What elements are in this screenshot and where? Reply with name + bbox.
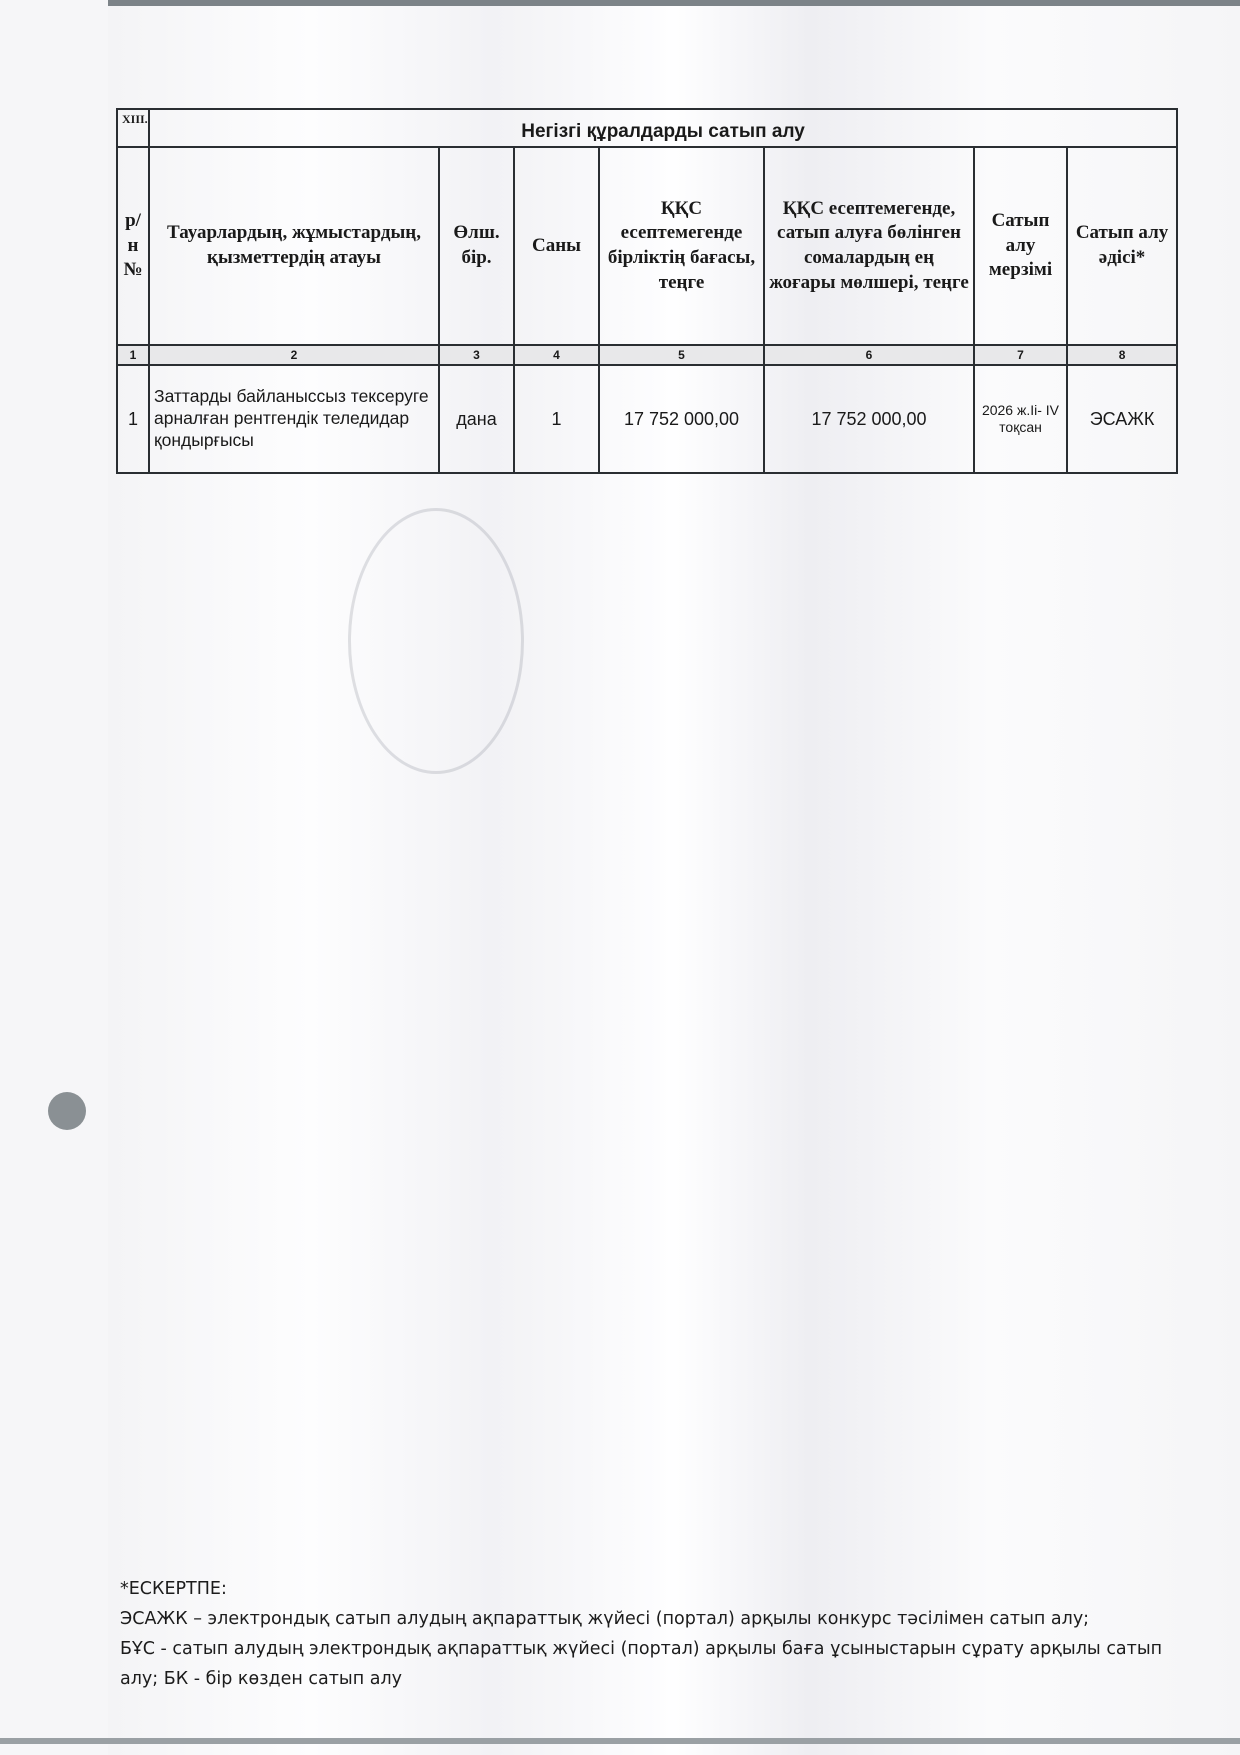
footnote-heading: *ЕСКЕРТПЕ: — [120, 1579, 227, 1599]
index-cell: 7 — [974, 345, 1067, 365]
header-row — [117, 147, 1177, 345]
index-cell: 4 — [514, 345, 599, 365]
index-cell: 2 — [149, 345, 439, 365]
header-unit: Өлш. бір. — [439, 147, 514, 345]
footnote — [120, 1574, 1163, 1694]
index-row — [117, 345, 1177, 365]
row-unit: дана — [439, 365, 514, 473]
header-method: Сатып алу әдісі* — [1067, 147, 1177, 345]
row-term: 2026 ж.Ii- IV тоқсан — [974, 365, 1067, 473]
index-cell: 5 — [599, 345, 764, 365]
header-no: р/н № — [117, 147, 149, 345]
row-unit-price: 17 752 000,00 — [599, 365, 764, 473]
faded-stamp — [348, 508, 524, 774]
header-name: Тауарлардың, жұмыстардың, қызметтердің атауы — [149, 147, 439, 345]
table-row — [117, 365, 1177, 473]
header-qty: Саны — [514, 147, 599, 345]
row-name: Заттарды байланыссыз тексеруге арналған рентгендік теледидар қондырғысы — [149, 365, 439, 473]
section-title: Негізгі құралдарды сатып алу — [149, 109, 1177, 147]
footnote-line-1: ЭСАЖК – электрондық сатып алудың ақпараттық жүйесі (портал) арқылы конкурс тәсілімен сатып алу; — [120, 1609, 1090, 1629]
scan-bottom-edge — [0, 1738, 1240, 1744]
index-cell: 6 — [764, 345, 974, 365]
procurement-table — [116, 108, 1178, 474]
row-no: 1 — [117, 365, 149, 473]
section-number: XIII. — [117, 109, 149, 147]
header-max-amount: ҚҚС есептемегенде, сатып алуға бөлінген сомалардың ең жоғары мөлшері, теңге — [764, 147, 974, 345]
row-method: ЭСАЖК — [1067, 365, 1177, 473]
footnote-line-2: БҰС - сатып алудың электрондық ақпараттық жүйесі (портал) арқылы баға ұсыныстарын сұрату арқылы сатып — [120, 1639, 1163, 1659]
index-cell: 8 — [1067, 345, 1177, 365]
scan-top-edge — [108, 0, 1240, 6]
row-max-amount: 17 752 000,00 — [764, 365, 974, 473]
section-row — [117, 109, 1177, 147]
header-unit-price: ҚҚС есептемегенде бірліктің бағасы, теңге — [599, 147, 764, 345]
header-term: Сатып алу мерзімі — [974, 147, 1067, 345]
index-cell: 1 — [117, 345, 149, 365]
index-cell: 3 — [439, 345, 514, 365]
punch-hole — [48, 1092, 86, 1130]
footnote-line-3: алу; БК - бір көзден сатып алу — [120, 1669, 402, 1689]
scan-left-margin — [0, 0, 108, 1755]
row-qty: 1 — [514, 365, 599, 473]
